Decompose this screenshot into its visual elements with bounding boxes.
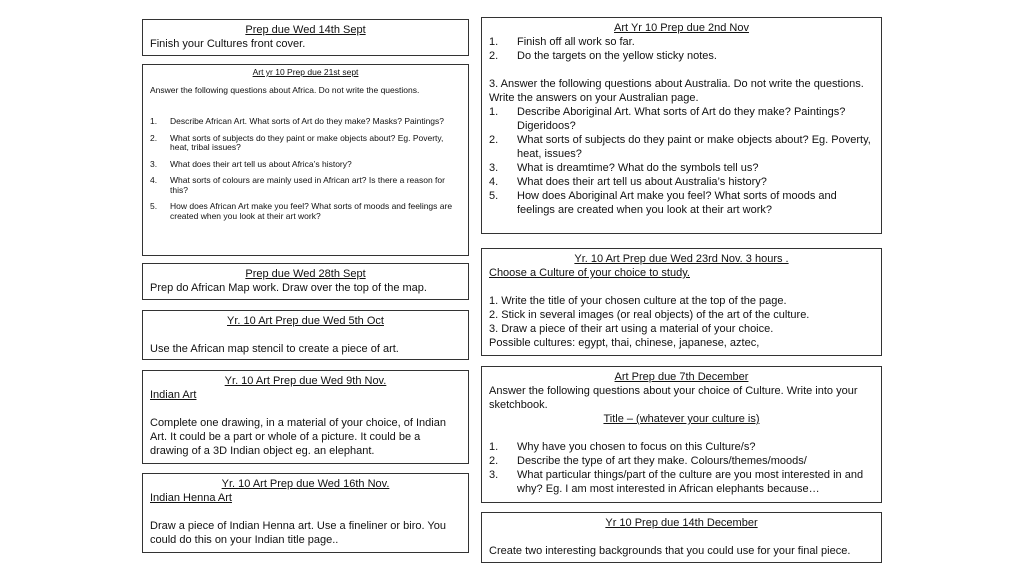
prep-box-14-sept — [142, 19, 469, 56]
box-line: 1. Write the title of your chosen culture at the top of the page. — [489, 295, 787, 307]
box-intro: 3. Answer the following questions about Australia. Do not write the questions. Write the answers on your Australian page. — [489, 78, 864, 104]
box-title: Art Prep due 7th December — [614, 371, 749, 383]
list-item: 1. Describe African Art. What sorts of Art do they make? Masks? Paintings? — [150, 116, 445, 126]
prep-box-2-nov — [481, 17, 882, 234]
box-body: Use the African map stencil to create a piece of art. — [150, 343, 399, 355]
list-item: 1. Finish off all work so far. — [489, 36, 635, 48]
prep-box-21-sept — [142, 64, 469, 256]
question-list — [150, 117, 461, 221]
box-body: Prep do African Map work. Draw over the top of the map. — [150, 282, 427, 294]
box-body: Create two interesting backgrounds that you could use for your final piece. — [489, 545, 851, 557]
box-title: Art Yr 10 Prep due 2nd Nov — [614, 22, 749, 34]
box-line: 3. Draw a piece of their art using a material of your choice. — [489, 323, 774, 335]
box-subtitle: Choose a Culture of your choice to study. — [489, 267, 690, 279]
list-item: 4. What sorts of colours are mainly used in African art? Is there a reason for this? — [150, 175, 445, 195]
box-subtitle: Indian Art — [150, 389, 197, 401]
box-intro: Answer the following questions about your choice of Culture. Write into your sketchbook. — [489, 385, 858, 411]
list-item: 2. Do the targets on the yellow sticky notes. — [489, 50, 717, 62]
box-title: Yr. 10 Art Prep due Wed 16th Nov. — [221, 478, 390, 490]
prep-box-28-sept — [142, 263, 469, 300]
box-title: Prep due Wed 14th Sept — [245, 24, 366, 36]
prep-box-5-oct — [142, 310, 469, 360]
prep-box-23-nov — [481, 248, 882, 356]
list-item: 2. What sorts of subjects do they paint or make objects about? Eg. Poverty, heat, tribal issues? — [150, 132, 444, 152]
list-item: 5. How does Aboriginal Art make you feel? What sorts of moods and feelings are created when you look at their art work? — [489, 190, 837, 216]
box-line: 2. Stick in several images (or real objects) of the art of the culture. — [489, 309, 810, 321]
box-line: Possible cultures: egypt, thai, chinese, japanese, aztec, — [489, 337, 760, 349]
box-title: Yr. 10 Art Prep due Wed 23rd Nov. 3 hours . — [574, 253, 789, 265]
list-item: 2. What sorts of subjects do they paint or make objects about? Eg. Poverty, heat, issues? — [489, 134, 871, 160]
list-item: 4. What does their art tell us about Australia’s history? — [489, 176, 767, 188]
list-item: 3. What does their art tell us about Africa’s history? — [150, 158, 352, 169]
box-title: Yr. 10 Art Prep due Wed 5th Oct — [227, 315, 384, 327]
box-body: Draw a piece of Indian Henna art. Use a fineliner or biro. You could do this on your Indian title page.. — [150, 520, 446, 546]
prep-box-16-nov — [142, 473, 469, 553]
question-list — [489, 105, 874, 217]
prep-box-9-nov — [142, 370, 469, 464]
box-title: Yr. 10 Art Prep due Wed 9th Nov. — [224, 375, 387, 387]
question-list — [489, 440, 874, 496]
box-body: Complete one drawing, in a material of your choice, of Indian Art. It could be a part or whole of a picture. It could be a drawing of a 3D Indian object eg. an elephant. — [150, 417, 446, 457]
box-intro: Answer the following questions about Africa. Do not write the questions. — [150, 84, 420, 95]
list-item: 1. Why have you chosen to focus on this Culture/s? — [489, 441, 756, 453]
box-title: Prep due Wed 28th Sept — [245, 268, 366, 280]
box-subtitle: Indian Henna Art — [150, 492, 232, 504]
box-title: Yr 10 Prep due 14th December — [605, 517, 758, 529]
list-item: 2. Describe the type of art they make. Colours/themes/moods/ — [489, 455, 807, 467]
box-subtitle: Title – (whatever your culture is) — [603, 413, 760, 425]
box-title: Art yr 10 Prep due 21st sept — [252, 67, 359, 77]
task-list — [489, 35, 874, 63]
prep-box-7-dec — [481, 366, 882, 503]
list-item: 1. Describe Aboriginal Art. What sorts of Art do they make? Paintings? Digeridoos? — [489, 106, 846, 132]
list-item: 5. How does African Art make you feel? What sorts of moods and feelings are created when you look at their art work? — [150, 201, 453, 221]
prep-box-14-dec — [481, 512, 882, 563]
list-item: 3. What particular things/part of the culture are you most interested in and why? Eg. I am most interested in African elephants because… — [489, 469, 864, 495]
list-item: 3. What is dreamtime? What do the symbols tell us? — [489, 162, 759, 174]
box-body: Finish your Cultures front cover. — [150, 38, 306, 50]
